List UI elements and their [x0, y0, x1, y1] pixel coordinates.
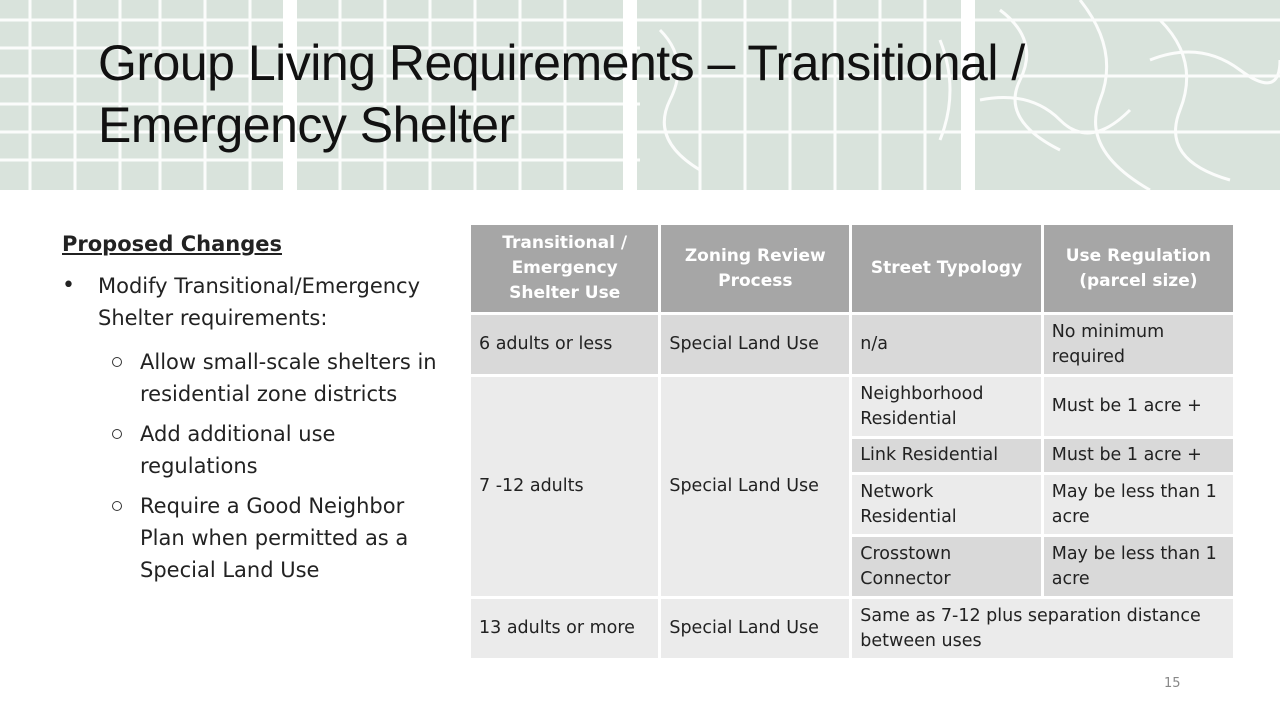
cell-process: Special Land Use: [660, 376, 851, 598]
page-number: 15: [1164, 676, 1181, 691]
cell-process: Special Land Use: [660, 598, 851, 660]
cell-street: Crosstown Connector: [851, 536, 1042, 598]
cell-regulation: Must be 1 acre +: [1042, 376, 1234, 438]
sub-bullet-item: [62, 346, 442, 410]
cell-regulation: Must be 1 acre +: [1042, 438, 1234, 474]
requirements-table: [468, 222, 1236, 661]
cell-street: n/a: [851, 314, 1042, 376]
cell-process: Special Land Use: [660, 314, 851, 376]
header-use: Transitional / Emergency Shelter Use: [470, 224, 660, 314]
hollow-circle-bullet-icon: [112, 429, 122, 439]
sub-bullet-item: [62, 490, 442, 586]
cell-street: Neighborhood Residential: [851, 376, 1042, 438]
slide-title: [98, 32, 1198, 156]
table-row: [470, 598, 1235, 660]
hollow-circle-bullet-icon: [112, 357, 122, 367]
sub-bullet-item: [62, 418, 442, 482]
sub-bullet-text: Allow small-scale shelters in residential zone districts: [140, 350, 437, 406]
table-header-row: [470, 224, 1235, 314]
sub-bullet-list: [62, 346, 442, 586]
header-regulation: Use Regulation (parcel size): [1042, 224, 1234, 314]
cell-regulation: No minimum required: [1042, 314, 1234, 376]
table-row: [470, 314, 1235, 376]
cell-use: 6 adults or less: [470, 314, 660, 376]
proposed-changes-heading: Proposed Changes: [62, 232, 282, 256]
cell-use: 7 -12 adults: [470, 376, 660, 598]
table-row: [470, 376, 1235, 438]
cell-regulation: May be less than 1 acre: [1042, 536, 1234, 598]
sub-bullet-text: Add additional use regulations: [140, 422, 336, 478]
cell-regulation: May be less than 1 acre: [1042, 474, 1234, 536]
sub-bullet-text: Require a Good Neighbor Plan when permitted as a Special Land Use: [140, 494, 409, 582]
slide-title-line-1: Group Living Requirements – Transitional /: [98, 35, 1025, 91]
cell-street: Link Residential: [851, 438, 1042, 474]
proposed-changes-panel: [62, 228, 442, 594]
header-process: Zoning Review Process: [660, 224, 851, 314]
cell-street-regulation: Same as 7-12 plus separation distance between uses: [851, 598, 1235, 660]
header-street: Street Typology: [851, 224, 1042, 314]
slide-title-line-2: Emergency Shelter: [98, 97, 515, 153]
hollow-circle-bullet-icon: [112, 501, 122, 511]
cell-use: 13 adults or more: [470, 598, 660, 660]
cell-street: Network Residential: [851, 474, 1042, 536]
main-bullet: • Modify Transitional/Emergency Shelter requirements:: [62, 270, 442, 334]
